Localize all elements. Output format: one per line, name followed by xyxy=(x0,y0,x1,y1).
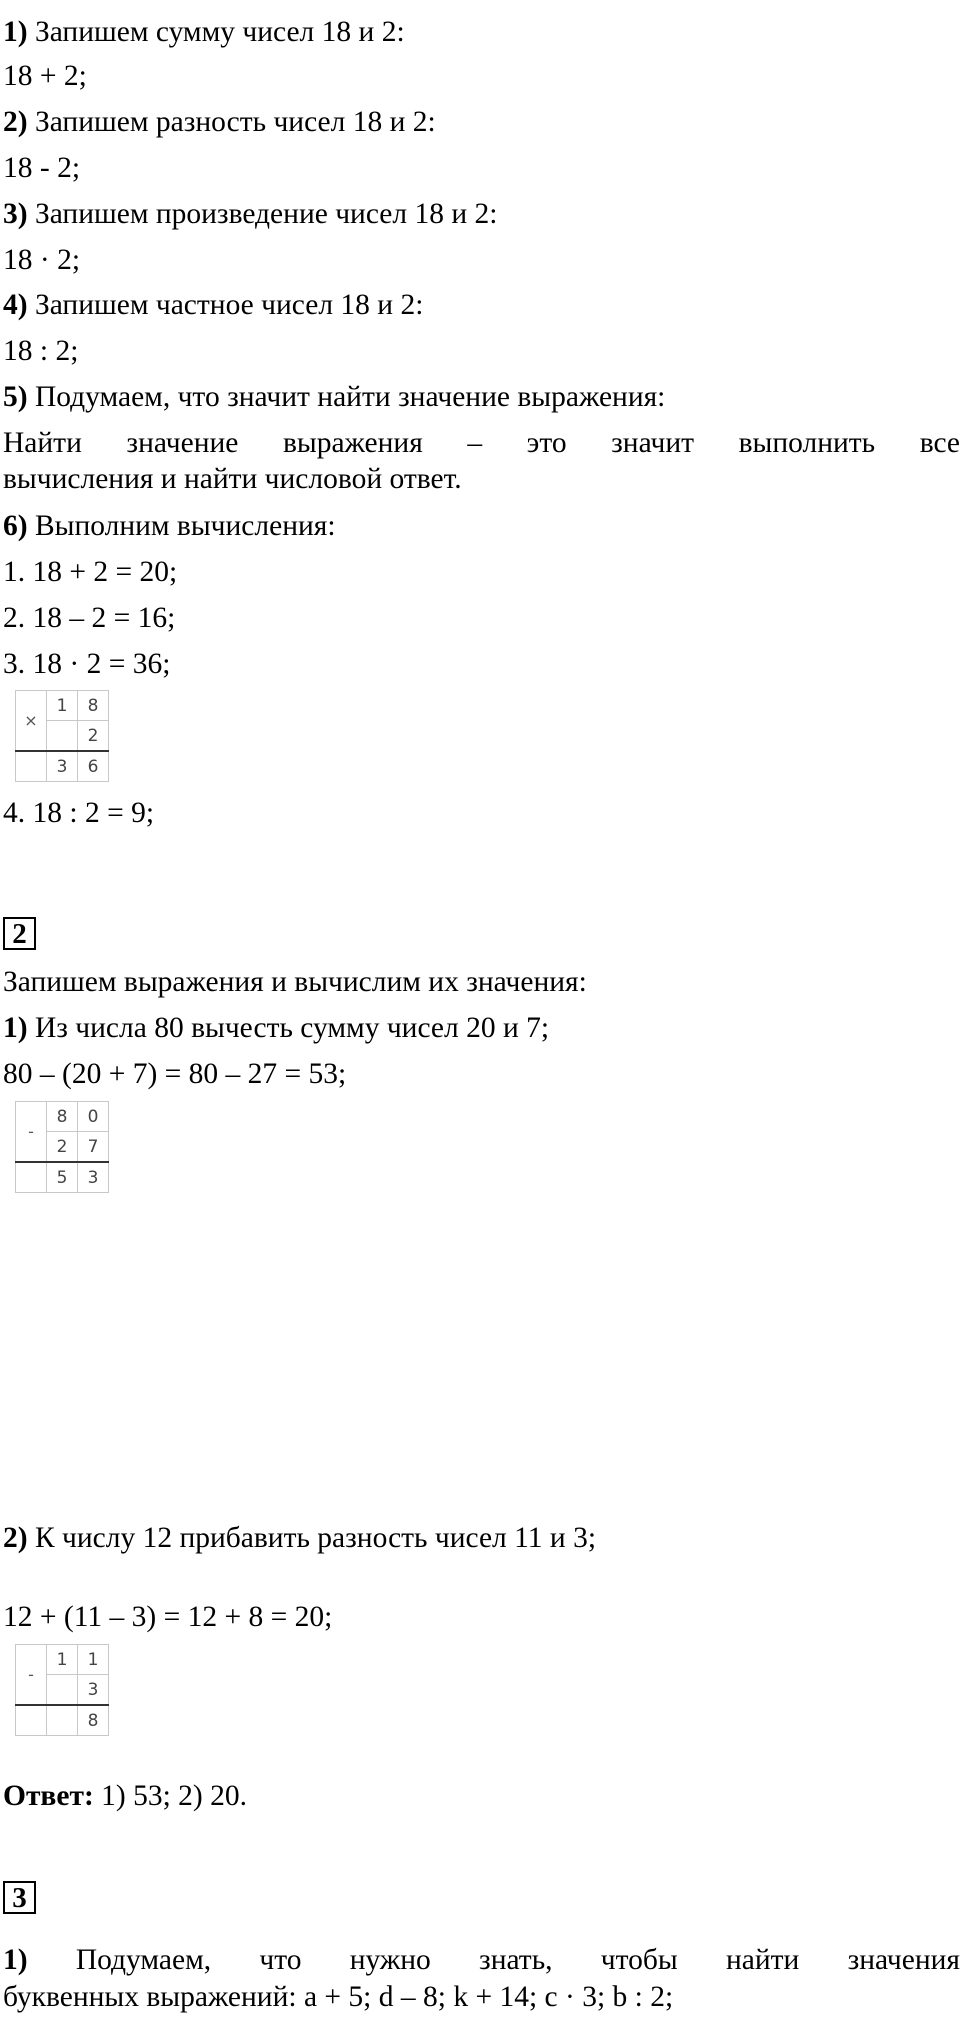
task-2-expression-1: 80 – (20 + 7) = 80 – 27 = 53; xyxy=(3,1058,347,1090)
calc-1: 1. 18 + 2 = 20; xyxy=(3,556,178,588)
calc-4: 4. 18 : 2 = 9; xyxy=(3,797,155,829)
step-6-heading: 6) Выполним вычисления: xyxy=(3,510,336,542)
task-3-step-1-cont: буквенных выражений: a + 5; d – 8; k + 14; c · 3; b : 2; xyxy=(3,1981,674,2013)
minus-sign: - xyxy=(16,1102,47,1163)
task-3-step-1: 1) Подумаем, что нужно знать, чтобы найти значения xyxy=(3,1944,960,1976)
digit-cell: 1 xyxy=(47,1645,78,1675)
digit-cell: 2 xyxy=(78,721,109,752)
task-2-step-2: 2) К числу 12 прибавить разность чисел 11 и 3; xyxy=(3,1522,597,1554)
digit-cell: 8 xyxy=(78,1705,109,1736)
digit-cell: 5 xyxy=(47,1162,78,1193)
task-2-intro: Запишем выражения и вычислим их значения: xyxy=(3,966,587,998)
digit-cell: 0 xyxy=(78,1102,109,1132)
expression-product: 18 · 2; xyxy=(3,244,81,276)
digit-cell: 1 xyxy=(47,691,78,721)
calc-2: 2. 18 – 2 = 16; xyxy=(3,602,176,634)
multiplication-column xyxy=(15,690,109,782)
digit-cell: 2 xyxy=(47,1132,78,1163)
digit-cell: 1 xyxy=(78,1645,109,1675)
step-1-heading: 1) Запишем сумму чисел 18 и 2: xyxy=(3,16,405,48)
digit-cell: 8 xyxy=(78,691,109,721)
digit-cell: 8 xyxy=(47,1102,78,1132)
digit-cell xyxy=(16,1705,47,1736)
subtraction-column-2 xyxy=(15,1644,109,1736)
task-2-step-1: 1) Из числа 80 вычесть сумму чисел 20 и 7; xyxy=(3,1012,550,1044)
digit-cell xyxy=(16,1162,47,1193)
step-3-heading: 3) Запишем произведение чисел 18 и 2: xyxy=(3,198,498,230)
minus-sign: - xyxy=(16,1645,47,1706)
subtraction-column-1 xyxy=(15,1101,109,1193)
definition-line-2: вычисления и найти числовой ответ. xyxy=(3,463,462,495)
digit-cell xyxy=(47,1675,78,1706)
definition-line-1: Найти значение выражения – это значит выполнить все xyxy=(3,427,960,459)
digit-cell: 3 xyxy=(78,1162,109,1193)
task-2-expression-2: 12 + (11 – 3) = 12 + 8 = 20; xyxy=(3,1601,333,1633)
digit-cell: 3 xyxy=(47,751,78,782)
digit-cell: 6 xyxy=(78,751,109,782)
multiply-sign: × xyxy=(16,691,47,752)
calc-3: 3. 18 · 2 = 36; xyxy=(3,648,171,680)
digit-cell: 3 xyxy=(78,1675,109,1706)
expression-sum: 18 + 2; xyxy=(3,60,87,92)
digit-cell: 7 xyxy=(78,1132,109,1163)
step-2-heading: 2) Запишем разность чисел 18 и 2: xyxy=(3,106,436,138)
task-number-2: 2 xyxy=(3,917,36,950)
step-4-heading: 4) Запишем частное чисел 18 и 2: xyxy=(3,289,424,321)
answer-line: Ответ: 1) 53; 2) 20. xyxy=(3,1780,247,1812)
expression-quotient: 18 : 2; xyxy=(3,335,79,367)
task-number-3: 3 xyxy=(3,1881,36,1914)
expression-difference: 18 - 2; xyxy=(3,152,81,184)
digit-cell xyxy=(47,1705,78,1736)
digit-cell xyxy=(16,751,47,782)
digit-cell xyxy=(47,721,78,752)
step-5-heading: 5) Подумаем, что значит найти значение выражения: xyxy=(3,381,666,413)
